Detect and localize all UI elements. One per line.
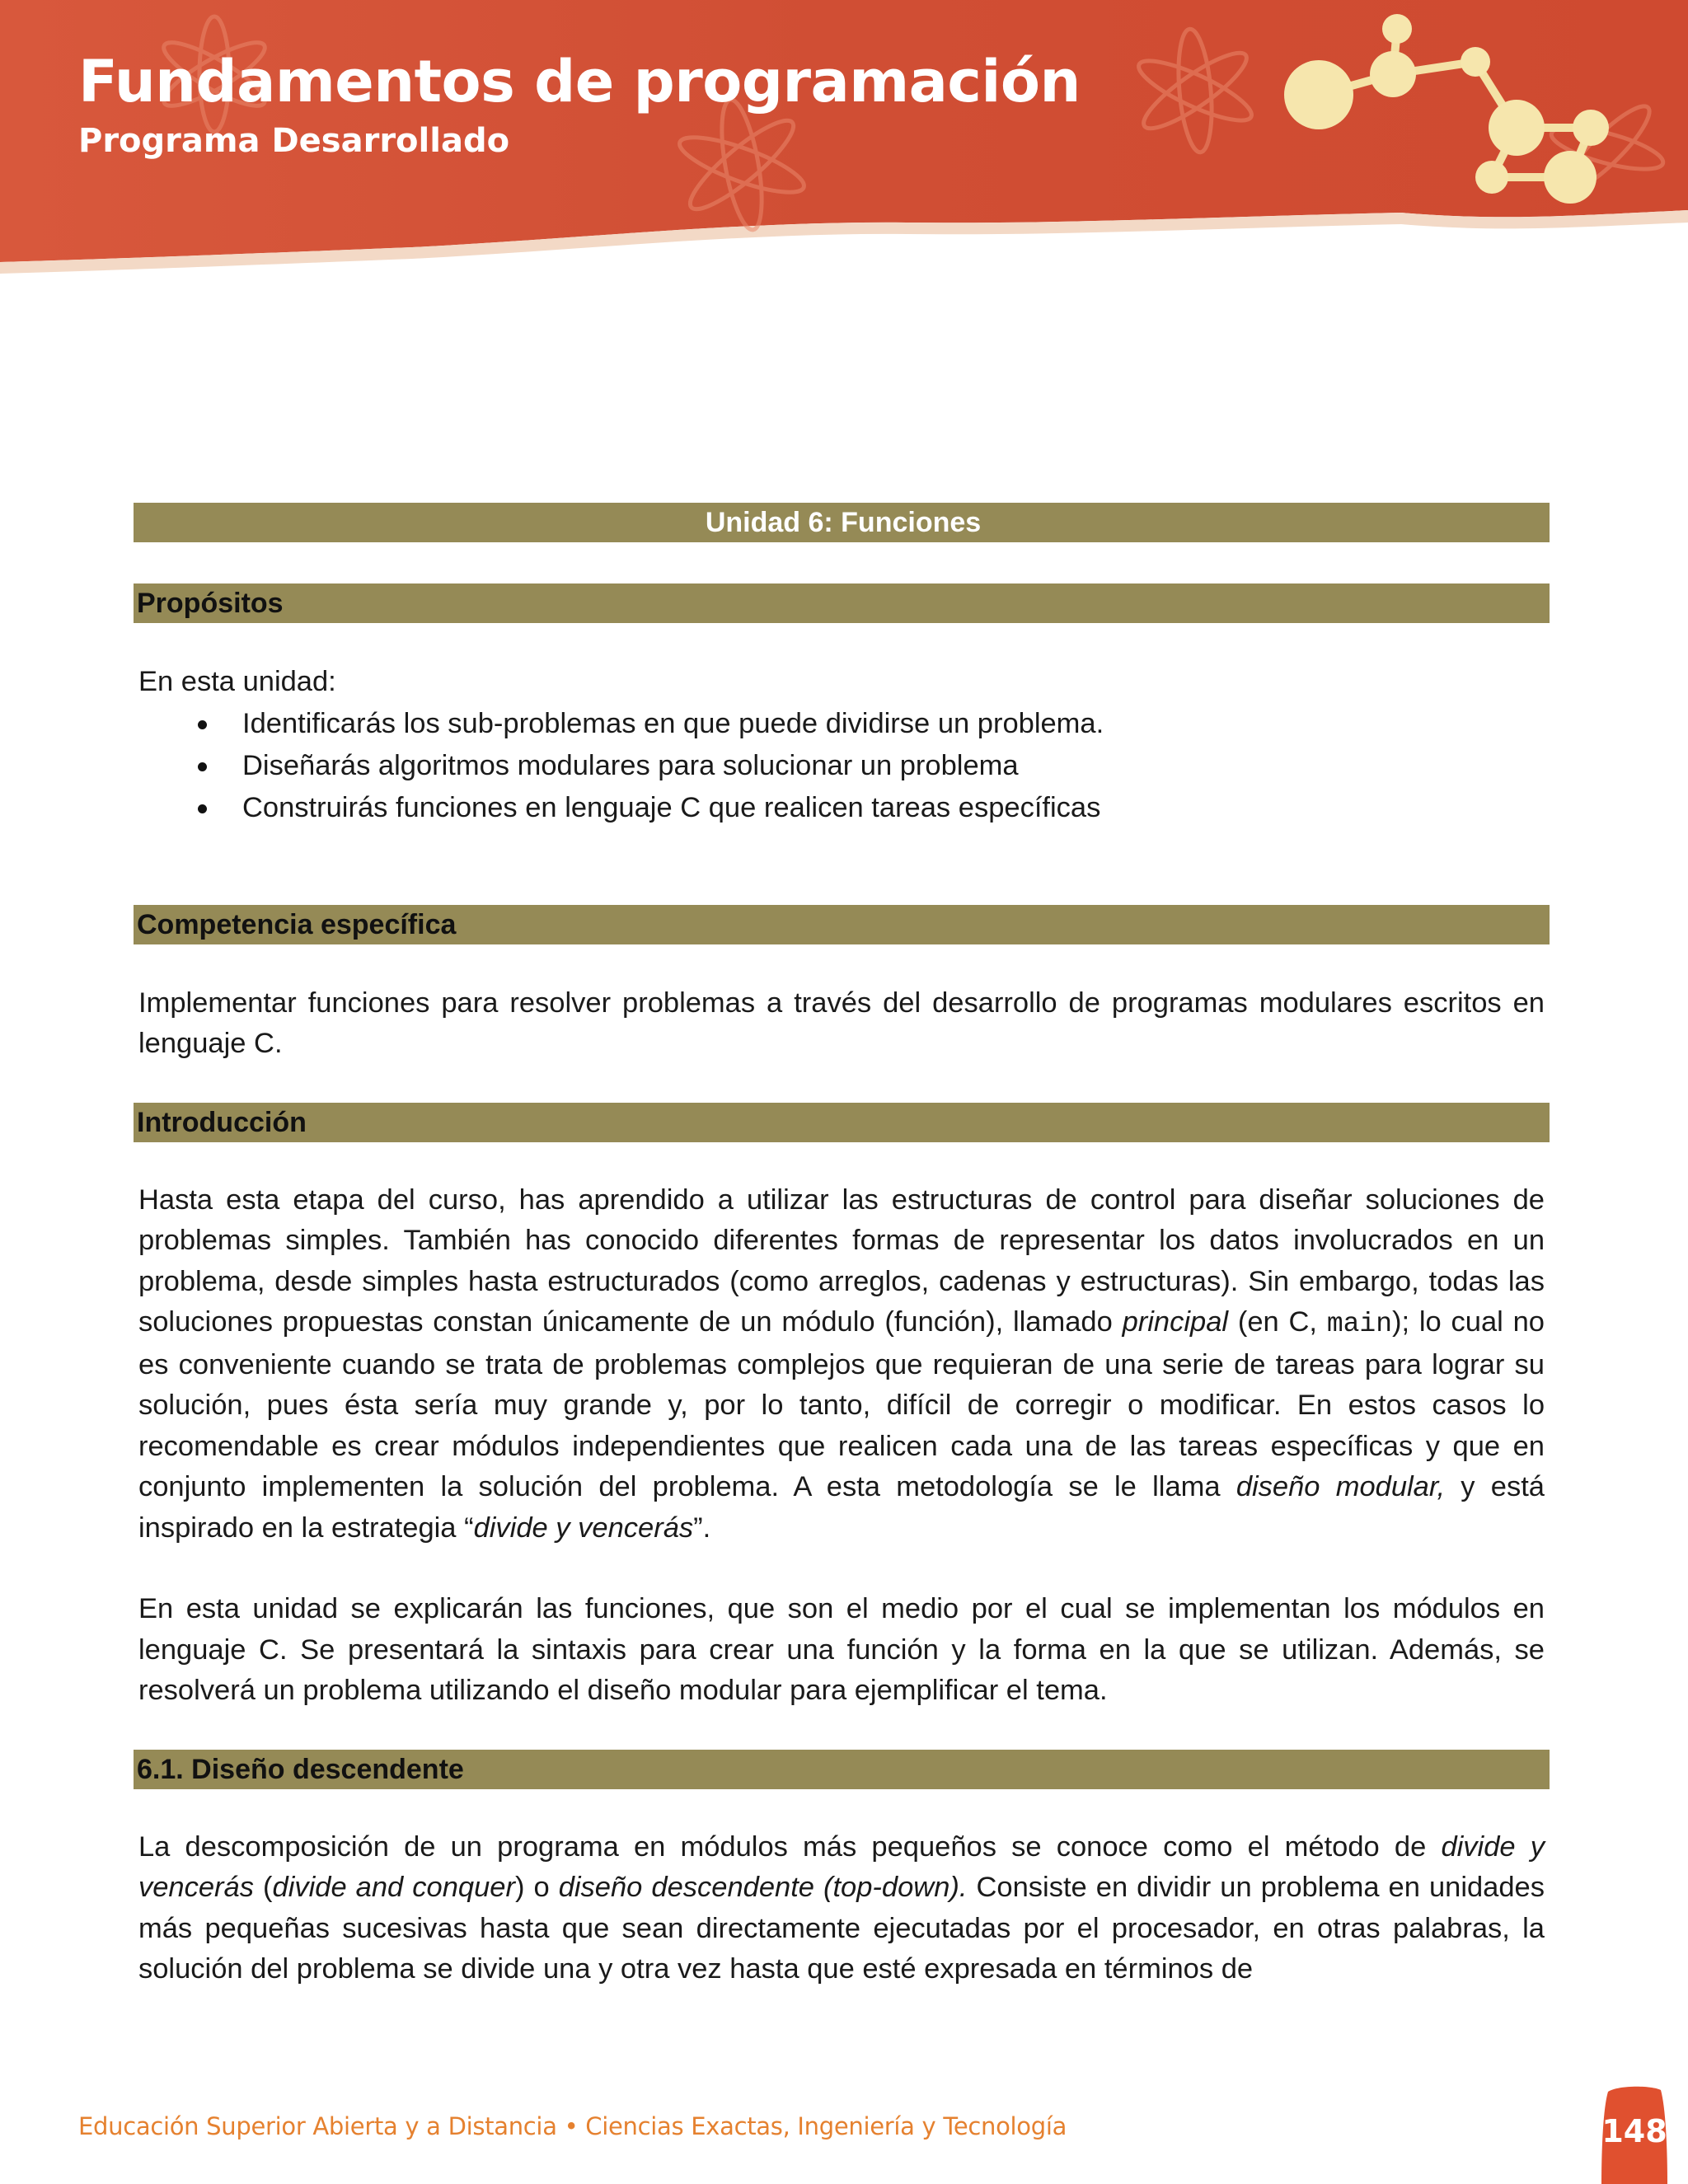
introduccion-heading: Introducción (134, 1103, 1550, 1142)
bullet-icon (198, 804, 207, 813)
header-banner (0, 0, 1688, 297)
competencia-text: Implementar funciones para resolver problemas a través del desarrollo de programas modulares escritos en lenguaje C. (138, 987, 1545, 1059)
propositos-list (134, 703, 1550, 829)
page-content (134, 503, 1550, 1990)
footer-text: Educación Superior Abierta y a Distancia • Ciencias Exactas, Ingeniería y Tecnología (78, 2112, 1067, 2140)
introduccion-paragraph-2: En esta unidad se explicarán las funciones, que son el medio por el cual se implementan los módulos en lenguaje C. Se presentará la sintaxis para crear una función y la forma en la que se utilizan. Además, se resolverá un problema utilizando el diseño modular para ejemplificar el tema. (138, 1593, 1545, 1706)
list-item: Identificarás los sub-problemas en que puede dividirse un problema. (138, 703, 1550, 745)
bullet-icon (198, 720, 207, 729)
bullet-icon (198, 762, 207, 771)
diseno-heading: 6.1. Diseño descendente (134, 1750, 1550, 1789)
page-number: 148 (1601, 2113, 1667, 2149)
unit-title-bar: Unidad 6: Funciones (134, 503, 1550, 542)
list-item: Diseñarás algoritmos modulares para solucionar un problema (138, 745, 1550, 787)
document-subtitle: Programa Desarrollado (78, 122, 510, 160)
competencia-heading: Competencia específica (134, 905, 1550, 944)
introduccion-paragraph-1: Hasta esta etapa del curso, has aprendido a utilizar las estructuras de control para diseñar soluciones de problemas simples. También has conocido diferentes formas de representar los datos involucrados en un problema, desde simples hasta estructurados (como arreglos, cadenas y estructuras). Sin embargo, todas las soluciones propuestas constan únicamente de un módulo (función), llamado principal (en C, main); lo cual no es conveniente cuando se trata de problemas complejos que requieran de una serie de tareas para lograr su solución, pues ésta sería muy grande y, por lo tanto, difícil de corregir o modificar. En estos casos lo recomendable es crear módulos independientes que realicen cada una de las tareas específicas y que en conjunto implementen la solución del problema. A esta metodología se le llama diseño modular, y está inspirado en la estrategia “divide y vencerás”. (138, 1183, 1545, 1544)
propositos-intro: En esta unidad: (138, 666, 336, 697)
list-item: Construirás funciones en lenguaje C que realicen tareas específicas (138, 787, 1550, 829)
diseno-paragraph: La descomposición de un programa en módulos más pequeños se conoce como el método de divide y vencerás (divide and conquer) o diseño descendente (top-down). Consiste en dividir un problema en unidades más pequeñas sucesivas hasta que sean directamente ejecutadas por el procesador, en otras palabras, la solución del problema se divide una y otra vez hasta que esté expresada en términos de (138, 1830, 1545, 1985)
document-title: Fundamentos de programación (78, 48, 1081, 115)
propositos-heading: Propósitos (134, 583, 1550, 623)
